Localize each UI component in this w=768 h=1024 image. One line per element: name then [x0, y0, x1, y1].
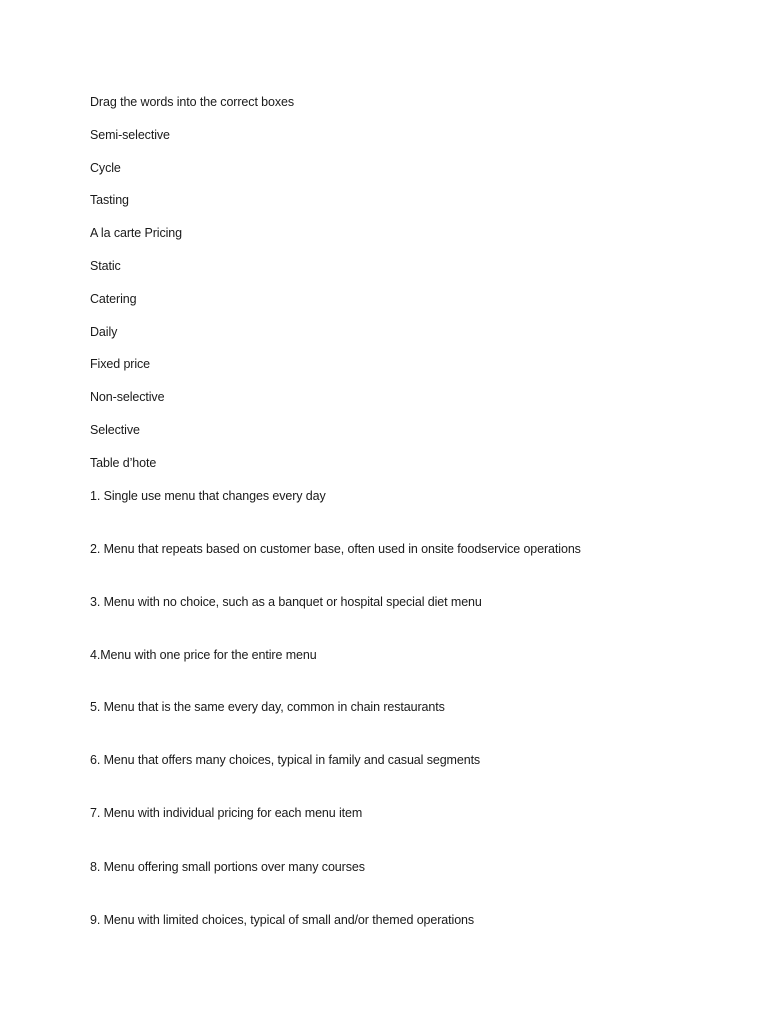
word-catering: Catering [90, 292, 137, 306]
word-table-dhote: Table d’hote [90, 456, 157, 470]
question-5: 5. Menu that is the same every day, common in chain restaurants [90, 700, 445, 714]
word-fixed-price: Fixed price [90, 357, 151, 371]
question-4: 4.Menu with one price for the entire menu [90, 648, 317, 662]
question-8: 8. Menu offering small portions over many courses [90, 860, 365, 874]
word-selective: Selective [90, 423, 140, 437]
word-semi-selective: Semi-selective [90, 128, 170, 142]
word-cycle: Cycle [90, 161, 121, 175]
word-a-la-carte-pricing: A la carte Pricing [90, 226, 182, 240]
question-1: 1. Single use menu that changes every day [90, 489, 326, 503]
question-9: 9. Menu with limited choices, typical of small and/or themed operations [90, 913, 475, 927]
word-tasting: Tasting [90, 193, 129, 207]
word-non-selective: Non-selective [90, 390, 165, 404]
question-7: 7. Menu with individual pricing for each menu item [90, 806, 363, 820]
word-static: Static [90, 259, 121, 273]
question-2: 2. Menu that repeats based on customer base, often used in onsite foodservice operations [90, 542, 581, 556]
question-6: 6. Menu that offers many choices, typical in family and casual segments [90, 753, 481, 767]
question-3: 3. Menu with no choice, such as a banquet or hospital special diet menu [90, 595, 482, 609]
word-daily: Daily [90, 325, 118, 339]
instruction-text: Drag the words into the correct boxes [90, 95, 295, 109]
